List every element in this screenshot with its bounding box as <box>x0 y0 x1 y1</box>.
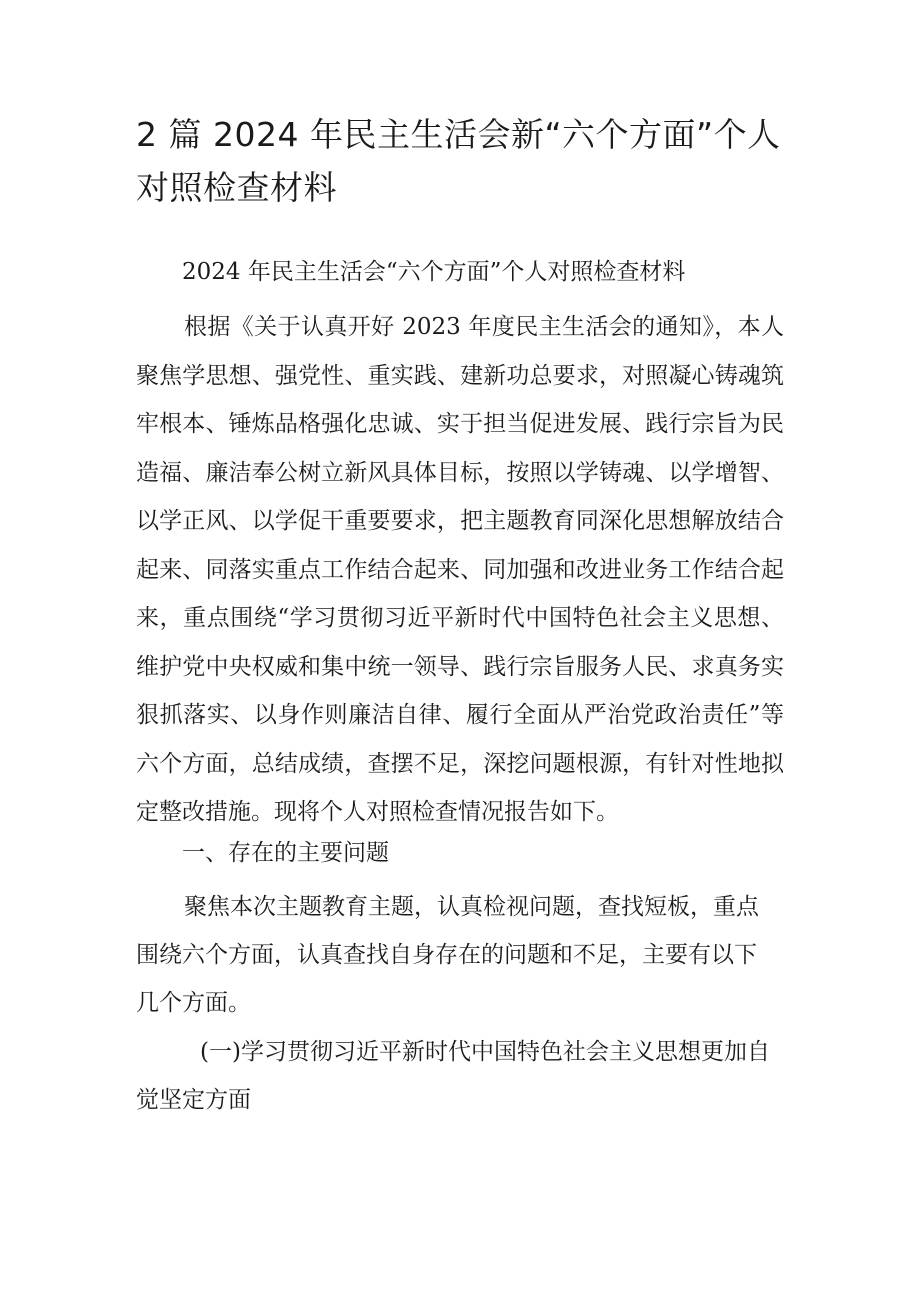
section-paragraph-main-problems: 聚焦本次主题教育主题，认真检视问题，查找短板，重点围绕六个方面，认真查找自身存在的问题和不足，主要有以下几个方面。 <box>136 894 759 1016</box>
document-title: 2 篇 2024 年民主生活会新“六个方面”个人对照检查材料 <box>136 115 781 207</box>
document-subtitle: 2024 年民主生活会“六个方面”个人对照检查材料 <box>182 259 686 285</box>
intro-paragraph: 根据《关于认真开好 2023 年度民主生活会的通知》，本人聚焦学思想、强党性、重实践、建新功总要求，对照凝心铸魂筑牢根本、锤炼品格强化忠诚、实于担当促进发展、践行宗旨为民造福、廉洁奉公树立新风具体目标，按照以学铸魂、以学增智、以学正风、以学促干重要要求，把主题教育同深化思想解放结合起来、同落实重点工作结合起来、同加强和改进业务工作结合起来，重点围绕“学习贯彻习近平新时代中国特色社会主义思想、维护党中央权威和集中统一领导、践行宗旨服务人民、求真务实狠抓落实、以身作则廉洁自律、履行全面从严治党政治责任”等六个方面，总结成绩，查摆不足，深挖问题根源，有针对性地拟定整改措施。现将个人对照检查情况报告如下。 <box>136 314 784 825</box>
subsection-heading-1: (一)学习贯彻习近平新时代中国特色社会主义思想更加自觉坚定方面 <box>136 1039 770 1113</box>
section-heading-main-problems: 一、存在的主要问题 <box>182 840 389 866</box>
